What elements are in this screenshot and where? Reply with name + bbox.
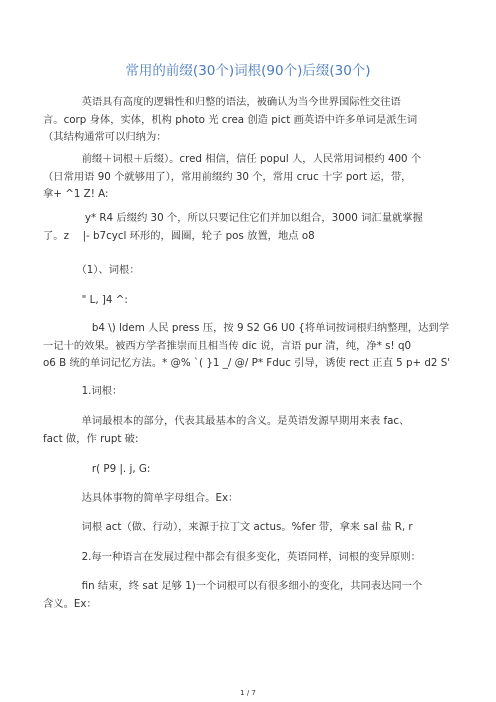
paragraph [61, 461, 461, 479]
paragraph [61, 262, 461, 280]
paragraph [43, 151, 461, 204]
paragraph [43, 210, 461, 245]
paragraph [61, 549, 461, 567]
text-line: 单词最根本的部分，代表其最基本的含义。是英语发源早期用来表 fac、 [61, 415, 410, 427]
document-title: 常用的前缀(30个)词根(90个)后缀(30个) [125, 63, 371, 79]
text-line: 了。z |- b7cycl 环形的，圆圈，轮子 pos 放置，地点 o8 [43, 229, 315, 242]
text-line: 达具体事物的简单字母组合。Ex： [61, 492, 239, 504]
text-line: o6 B 统的单词记忆方法。* @% `( }1 _/ @/ P* Fduc 引导，诱使 rect 正直 5 p+ d2 S' [43, 357, 451, 370]
paragraph [61, 292, 461, 310]
text-line: （1）、词根： [61, 264, 140, 276]
page-number: 1 / 7 [240, 689, 256, 697]
text-line: y* R4 后缀约 30 个，所以只要记住它们并加以组合，3000 词汇量就掌握 [61, 212, 423, 224]
text-line: 2.每一种语言在发展过程中都会有很多变化，英语同样，词根的变异原则： [61, 551, 421, 563]
text-line: 前缀＋词根＋后缀）。cred 相信，信任 popul 人，人民常用词根约 400 个 [61, 153, 422, 165]
text-line: 词根 act（做、行动），来源于拉丁文 actus。%fer 带，拿来 sal 盐 R, r [61, 521, 413, 533]
text-line: 含义。Ex： [43, 597, 97, 610]
paragraph [61, 519, 461, 537]
text-line: 言。corp 身体，实体，机构 photo 光 crea 创造 pict 画英语中许多单词是派生词 [43, 113, 418, 126]
paragraph [61, 383, 461, 401]
text-line: （其结构通常可以归纳为： [43, 131, 167, 144]
paragraph [43, 94, 461, 147]
text-line: r( P9 |. j, G: [61, 463, 151, 475]
text-line: fact 做，作 rupt 破: [43, 432, 139, 445]
text-line: 一记十的效果。被西方学者推崇而且相当传 dic 说，言语 pur 清，纯，净* s! q0 [43, 339, 412, 352]
text-line: （日常用语 90 个就够用了），常用前缀约 30 个，常用 cruc 十字 port 运，带， [43, 170, 412, 183]
paragraph [43, 320, 461, 373]
text-line: " L, ]4 ^: [61, 294, 128, 306]
text-line: 1.词根： [61, 385, 123, 397]
text-line: fin 结束，终 sat 足够 1)一个词根可以有很多细小的变化，共同表达同一个 [61, 580, 423, 592]
paragraph [43, 578, 461, 613]
text-line: b4 \) ldem 人民 press 压，按 9 S2 G6 U0 {将单词按词根归纳整理，达到学 [61, 322, 450, 334]
paragraph [61, 490, 461, 508]
paragraph [43, 413, 461, 448]
text-line: 英语具有高度的逻辑性和归整的语法，被确认为当今世界国际性交往语 [61, 96, 401, 108]
text-line: 拿+ ^1 Z! A: [43, 188, 109, 201]
